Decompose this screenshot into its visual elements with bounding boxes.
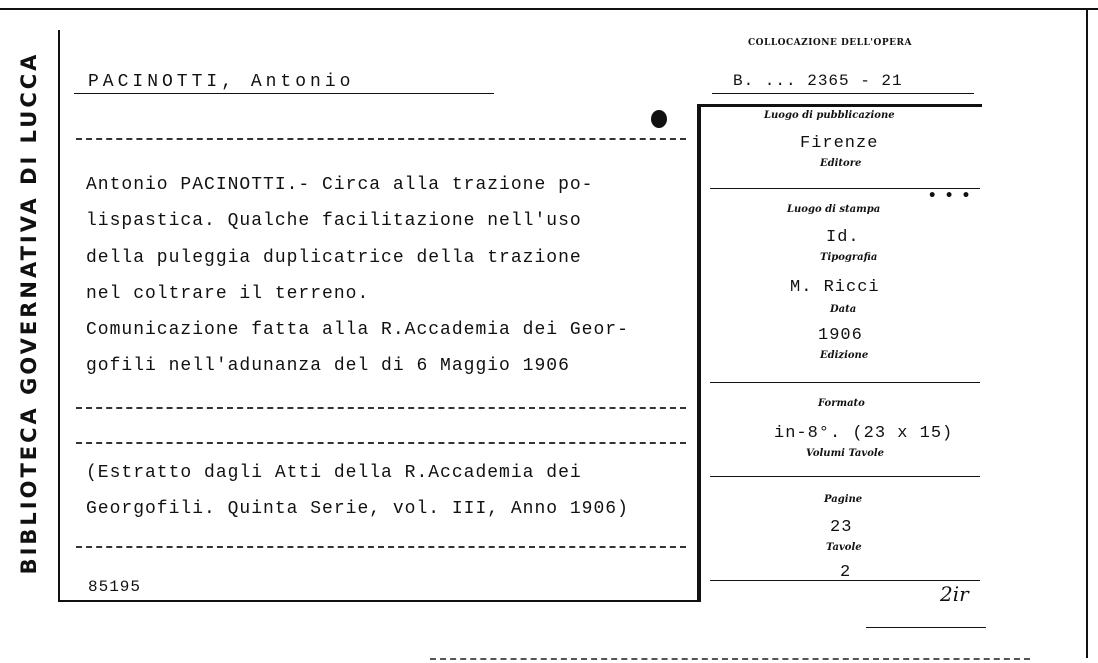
panel-label-edizione: Edizione (820, 350, 869, 361)
author-heading: PACINOTTI, Antonio (88, 72, 355, 92)
panel-label-tavole: Tavole (826, 542, 862, 553)
panel-rule (710, 476, 980, 477)
body-line: lispastica. Qualche facilitazione nell'uso (86, 211, 582, 231)
panel-label-formato: Formato (818, 398, 865, 409)
margin-note-bottom-right: 2ir (940, 582, 969, 606)
ruled-line (76, 546, 686, 548)
bottom-right-rule (866, 627, 986, 628)
ruled-line (76, 442, 686, 444)
left-margin-line (58, 30, 60, 602)
card-right-border (1086, 8, 1088, 658)
panel-label-volumi-tavole: Volumi Tavole (806, 448, 885, 459)
body-line: della puleggia duplicatrice della trazione (86, 248, 582, 268)
collocazione-value: B. ... 2365 - 21 (733, 72, 903, 90)
panel-value-tipografia: M. Ricci (790, 278, 880, 297)
panel-label-luogo-pubblicazione: Luogo di pubblicazione (764, 110, 895, 121)
panel-label-editore: Editore (820, 158, 862, 169)
panel-label-pagine: Pagine (824, 494, 863, 505)
bottom-rule (60, 600, 700, 602)
panel-left-border (697, 104, 701, 602)
bottom-edge-marks (430, 658, 1030, 660)
panel-value-luogo-pubblicazione: Firenze (800, 134, 879, 153)
panel-value-luogo-stampa: Id. (826, 228, 860, 247)
collocazione-label: COLLOCAZIONE DELL'OPERA (748, 38, 912, 48)
note-line: Georgofili. Quinta Serie, vol. III, Anno 1906) (86, 499, 629, 519)
author-underline (74, 93, 494, 94)
panel-label-luogo-stampa: Luogo di stampa (787, 204, 881, 215)
collocazione-underline (712, 93, 974, 94)
ruled-line (76, 407, 686, 409)
ruled-line (76, 138, 686, 140)
side-label (4, 20, 54, 605)
panel-rule (710, 382, 980, 383)
panel-rule (710, 580, 980, 581)
panel-top-border (697, 104, 982, 107)
margin-mark: • • • (928, 188, 971, 204)
note-line: (Estratto dagli Atti della R.Accademia dei (86, 463, 582, 483)
panel-label-tipografia: Tipografia (820, 252, 878, 263)
panel-label-data: Data (830, 304, 857, 315)
panel-value-formato: in-8°. (23 x 15) (774, 424, 954, 443)
punch-dot (651, 110, 667, 128)
body-line: nel coltrare il terreno. (86, 284, 370, 304)
body-line: Antonio PACINOTTI.- Circa alla trazione po- (86, 175, 594, 195)
card-top-border (0, 8, 1098, 10)
side-label-text: BIBLIOTECA GOVERNATIVA DI LUCCA (17, 51, 41, 574)
body-line: gofili nell'adunanza del di 6 Maggio 1906 (86, 356, 570, 376)
body-line: Comunicazione fatta alla R.Accademia dei Geor- (86, 320, 629, 340)
panel-value-pagine: 23 (830, 518, 853, 537)
inventory-number: 85195 (88, 578, 142, 596)
panel-value-data: 1906 (818, 326, 863, 345)
panel-value-tavole: 2 (840, 563, 852, 582)
